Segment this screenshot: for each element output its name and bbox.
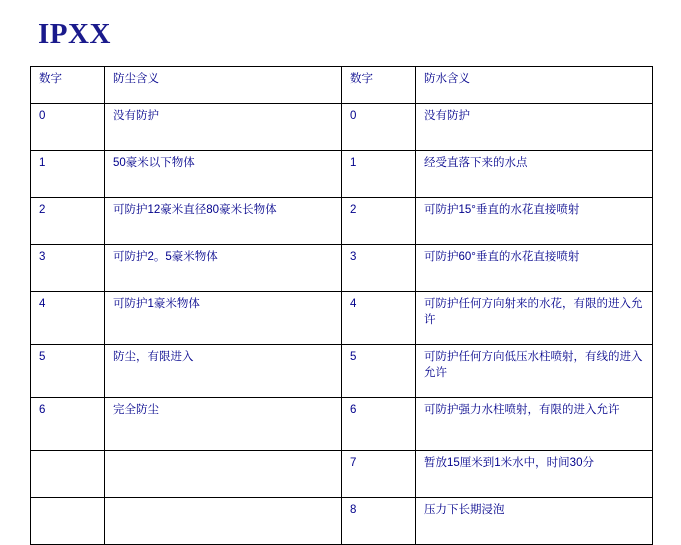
table-row xyxy=(31,198,653,245)
cell-dust-number xyxy=(31,498,105,545)
table-row xyxy=(31,245,653,292)
cell-dust-meaning: 可防护2。5豪米物体 xyxy=(105,245,342,292)
cell-dust-meaning xyxy=(105,451,342,498)
ip-rating-table-container xyxy=(30,66,652,545)
cell-water-number: 4 xyxy=(342,292,416,345)
cell-dust-number: 3 xyxy=(31,245,105,292)
table-header-row xyxy=(31,67,653,104)
cell-water-number: 0 xyxy=(342,104,416,151)
header-water-number: 数字 xyxy=(342,67,416,104)
cell-dust-meaning: 没有防护 xyxy=(105,104,342,151)
cell-dust-number xyxy=(31,451,105,498)
page-title: IPXX xyxy=(38,18,111,50)
cell-dust-number: 5 xyxy=(31,345,105,398)
cell-water-number: 6 xyxy=(342,398,416,451)
table-row xyxy=(31,498,653,545)
table-row xyxy=(31,345,653,398)
cell-dust-number: 6 xyxy=(31,398,105,451)
table-row xyxy=(31,398,653,451)
cell-dust-meaning: 可防护12豪米直径80豪米长物体 xyxy=(105,198,342,245)
cell-dust-meaning xyxy=(105,498,342,545)
cell-water-meaning: 可防护强力水柱喷射，有限的进入允许 xyxy=(416,398,653,451)
cell-water-meaning: 可防护15°垂直的水花直接喷射 xyxy=(416,198,653,245)
table-row xyxy=(31,151,653,198)
cell-water-meaning: 压力下长期浸泡 xyxy=(416,498,653,545)
cell-water-meaning: 经受直落下来的水点 xyxy=(416,151,653,198)
ip-rating-table xyxy=(30,66,653,545)
cell-water-number: 2 xyxy=(342,198,416,245)
cell-water-number: 3 xyxy=(342,245,416,292)
cell-dust-meaning: 完全防尘 xyxy=(105,398,342,451)
cell-dust-number: 4 xyxy=(31,292,105,345)
cell-water-number: 5 xyxy=(342,345,416,398)
header-dust-number: 数字 xyxy=(31,67,105,104)
cell-water-meaning: 没有防护 xyxy=(416,104,653,151)
table-row xyxy=(31,451,653,498)
header-dust-meaning: 防尘含义 xyxy=(105,67,342,104)
cell-dust-meaning: 防尘，有限进入 xyxy=(105,345,342,398)
table-row xyxy=(31,104,653,151)
cell-dust-meaning: 50豪米以下物体 xyxy=(105,151,342,198)
header-water-meaning: 防水含义 xyxy=(416,67,653,104)
cell-dust-number: 2 xyxy=(31,198,105,245)
cell-water-number: 8 xyxy=(342,498,416,545)
cell-water-meaning: 可防护任何方向低压水柱喷射，有线的进入允许 xyxy=(416,345,653,398)
cell-water-meaning: 可防护任何方向射来的水花，有限的进入允许 xyxy=(416,292,653,345)
cell-water-number: 7 xyxy=(342,451,416,498)
cell-dust-number: 0 xyxy=(31,104,105,151)
cell-water-meaning: 暂放15厘米到1米水中，时间30分 xyxy=(416,451,653,498)
cell-dust-meaning: 可防护1豪米物体 xyxy=(105,292,342,345)
table-row xyxy=(31,292,653,345)
cell-water-number: 1 xyxy=(342,151,416,198)
cell-water-meaning: 可防护60°垂直的水花直接喷射 xyxy=(416,245,653,292)
cell-dust-number: 1 xyxy=(31,151,105,198)
